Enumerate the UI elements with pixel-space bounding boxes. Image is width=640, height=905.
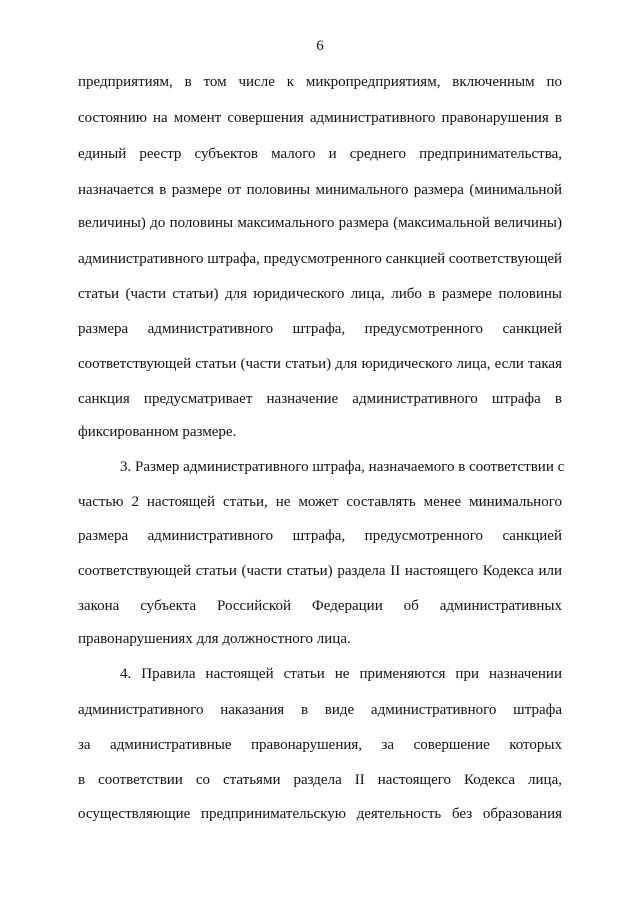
text-line: размера административного штрафа, предусмотренного санкцией [78,528,562,544]
paragraph-3-start: 3. Размер административного штрафа, назначаемого в соответствии с [120,459,565,475]
text-line: состоянию на момент совершения административного правонарушения в [78,110,562,126]
text-line: частью 2 настоящей статьи, не может составлять менее минимального [78,494,562,510]
text-line: статьи (части статьи) для юридического лица, либо в размере половины [78,286,562,302]
page-number: 6 [316,38,324,54]
text-line: размера административного штрафа, предусмотренного санкцией [78,321,562,337]
text-line: соответствующей статьи (части статьи) раздела II настоящего Кодекса или [78,563,562,579]
text-line: административного штрафа, предусмотренного санкцией соответствующей [78,251,563,267]
text-line: осуществляющие предпринимательскую деятельность без образования [78,806,562,822]
text-line: единый реестр субъектов малого и среднего предпринимательства, [78,146,562,162]
text-line: назначается в размере от половины минимального размера (минимальной [78,182,562,198]
text-line: предприятиям, в том числе к микропредприятиям, включенным по [78,74,562,90]
text-line: величины) до половины максимального размера (максимальной величины) [78,215,562,231]
text-line: фиксированном размере. [78,424,237,440]
text-line: соответствующей статьи (части статьи) для юридического лица, если такая [78,356,562,372]
text-line: правонарушениях для должностного лица. [78,631,351,647]
paragraph-4-start: 4. Правила настоящей статьи не применяются при назначении [120,666,562,682]
text-line: за административные правонарушения, за совершение которых [78,737,562,753]
text-line: закона субъекта Российской Федерации об административных [78,598,562,614]
text-line: санкция предусматривает назначение административного штрафа в [78,391,562,407]
text-line: административного наказания в виде административного штрафа [78,702,562,718]
text-line: в соответствии со статьями раздела II настоящего Кодекса лица, [78,772,562,788]
